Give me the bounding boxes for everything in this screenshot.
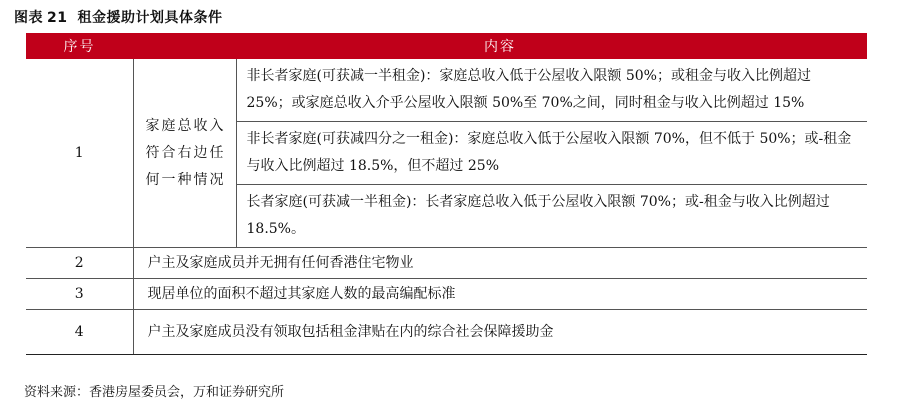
source-note: 资料来源：香港房屋委员会，万和证券研究所 (24, 385, 285, 400)
row-content: 户主及家庭成员没有领取包括租金津贴在内的综合社会保障援助金 (133, 310, 867, 355)
figure-title (14, 7, 222, 27)
detail-non-elderly-half: 非长者家庭(可获减一半租金)：家庭总收入低于公屋收入限额 50%；或租金与收入比例超过 25%；或家庭总收入介乎公屋收入限额 50%至 70%之间，同时租金与收入比例超过 15% (236, 59, 867, 122)
conditions-table (26, 33, 867, 355)
row-content: 户主及家庭成员并无拥有任何香港住宅物业 (133, 248, 867, 279)
table-row (26, 59, 867, 122)
row-seq: 3 (26, 279, 133, 310)
detail-elderly-half: 长者家庭(可获减一半租金)：长者家庭总收入低于公屋收入限额 70%；或-租金与收入比例超过 18.5%。 (236, 185, 867, 248)
row-seq: 4 (26, 310, 133, 355)
figure-number: 21 (47, 10, 68, 26)
table-row (26, 279, 867, 310)
figure-label: 图表 (14, 10, 43, 26)
row-seq: 1 (26, 59, 133, 248)
row-seq: 2 (26, 248, 133, 279)
figure-caption: 租金援助计划具体条件 (77, 10, 223, 26)
table-header-row (26, 33, 867, 59)
row-content: 现居单位的面积不超过其家庭人数的最高编配标准 (133, 279, 867, 310)
detail-non-elderly-quarter: 非长者家庭(可获减四分之一租金)：家庭总收入低于公屋收入限额 70%，但不低于 50%；或-租金与收入比例超过 18.5%，但不超过 25% (236, 122, 867, 185)
table-row (26, 310, 867, 355)
table-row (26, 248, 867, 279)
income-condition: 家庭总收入符合右边任何一种情况 (133, 59, 236, 248)
header-content: 内容 (133, 33, 867, 59)
header-seq: 序号 (26, 33, 133, 59)
